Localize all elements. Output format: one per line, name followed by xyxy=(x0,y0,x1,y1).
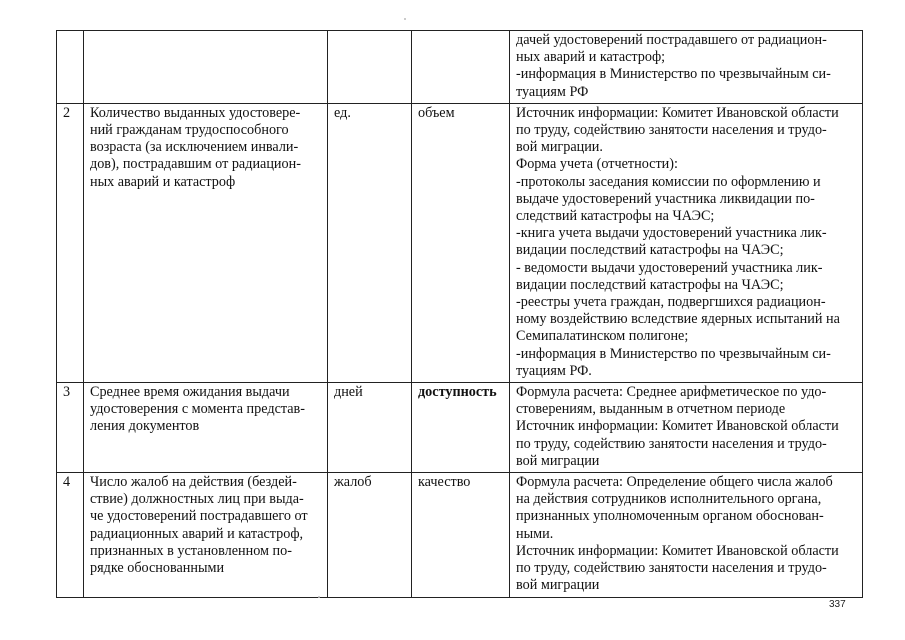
name-line: возраста (за исключением инвали- xyxy=(90,139,299,156)
name-line: ний гражданам трудоспособного xyxy=(90,122,289,139)
name-line: признанных в установленном по- xyxy=(90,542,292,559)
unit-cell: жалоб xyxy=(328,473,412,597)
indicators-table xyxy=(56,30,863,598)
name-line: ления документов xyxy=(90,418,200,435)
description-cell xyxy=(510,473,863,597)
description-line: вой миграции. xyxy=(516,139,603,156)
row-number-cell: 4 xyxy=(57,473,84,597)
table-row xyxy=(57,383,863,473)
description-line: признанных уполномоченным органом обоснован- xyxy=(516,508,824,525)
page-number: 337 xyxy=(829,599,846,610)
scan-speck xyxy=(318,596,320,598)
name-line: дов), пострадавшим от радиацион- xyxy=(90,156,301,173)
table-row xyxy=(57,103,863,382)
description-line: Формула расчета: Среднее арифметическое по удо- xyxy=(516,384,827,401)
table-row xyxy=(57,473,863,597)
description-cell xyxy=(510,31,863,104)
name-line: радиационных аварий и катастроф, xyxy=(90,525,304,542)
description-line: - ведомости выдачи удостоверений участника лик- xyxy=(516,259,823,276)
description-line: Источник информации: Комитет Ивановской области xyxy=(516,418,839,435)
description-line: ными. xyxy=(516,525,554,542)
description-line: вой миграции xyxy=(516,452,600,469)
description-line: по труду, содействию занятости населения и трудо- xyxy=(516,435,827,452)
name-line: ствие) должностных лиц при выда- xyxy=(90,491,304,508)
description-line: туациям РФ. xyxy=(516,362,592,379)
indicator-type-cell: качество xyxy=(412,473,510,597)
name-line: удостоверения с момента представ- xyxy=(90,401,305,418)
indicator-name-cell xyxy=(84,383,328,473)
description-line: ному воздействию вследствие ядерных испытаний на xyxy=(516,311,840,328)
description-line: туациям РФ xyxy=(516,83,589,100)
description-line: Форма учета (отчетности): xyxy=(516,156,678,173)
unit-cell: ед. xyxy=(328,103,412,382)
description-line: выдаче удостоверений участника ликвидации по- xyxy=(516,190,815,207)
description-line: -информация в Министерство по чрезвычайным си- xyxy=(516,345,831,362)
row-number-cell xyxy=(57,31,84,104)
row-number-cell: 2 xyxy=(57,103,84,382)
scan-speck xyxy=(404,18,406,20)
indicator-type-cell: доступность xyxy=(412,383,510,473)
description-line: следствий катастрофы на ЧАЭС; xyxy=(516,208,715,225)
description-line: стоверениям, выданным в отчетном периоде xyxy=(516,401,786,418)
description-line: дачей удостоверений пострадавшего от радиацион- xyxy=(516,32,827,48)
indicator-type-cell xyxy=(412,31,510,104)
indicator-name-cell xyxy=(84,473,328,597)
description-line: по труду, содействию занятости населения и трудо- xyxy=(516,122,827,139)
unit-cell: дней xyxy=(328,383,412,473)
description-line: на действия сотрудников исполнительного органа, xyxy=(516,491,822,508)
indicator-name-cell xyxy=(84,31,328,104)
name-line: Число жалоб на действия (бездей- xyxy=(90,474,297,491)
description-line: ных аварий и катастроф; xyxy=(516,49,666,66)
description-cell xyxy=(510,103,863,382)
description-line: по труду, содействию занятости населения и трудо- xyxy=(516,560,827,577)
name-line: ных аварий и катастроф xyxy=(90,173,236,190)
description-line: -реестры учета граждан, подвергшихся радиацион- xyxy=(516,294,826,311)
description-line: -информация в Министерство по чрезвычайным си- xyxy=(516,66,831,83)
description-line: -протоколы заседания комиссии по оформлению и xyxy=(516,173,821,190)
description-line: Источник информации: Комитет Ивановской области xyxy=(516,104,839,121)
name-line: Количество выданных удостовере- xyxy=(90,104,301,121)
name-line: Среднее время ожидания выдачи xyxy=(90,384,290,401)
unit-cell xyxy=(328,31,412,104)
name-line: рядке обоснованными xyxy=(90,560,225,577)
row-number-cell: 3 xyxy=(57,383,84,473)
name-line: че удостоверений пострадавшего от xyxy=(90,508,308,525)
description-cell xyxy=(510,383,863,473)
description-line: Семипалатинском полигоне; xyxy=(516,328,689,345)
description-line: Источник информации: Комитет Ивановской области xyxy=(516,542,839,559)
indicator-name-cell xyxy=(84,103,328,382)
indicator-type-cell: объем xyxy=(412,103,510,382)
description-line: Формула расчета: Определение общего числа жалоб xyxy=(516,474,833,491)
description-line: видации последствий катастрофы на ЧАЭС; xyxy=(516,276,784,293)
description-line: видации последствий катастрофы на ЧАЭС; xyxy=(516,242,784,259)
description-line: -книга учета выдачи удостоверений участника лик- xyxy=(516,225,827,242)
table-row xyxy=(57,31,863,104)
description-line: вой миграции xyxy=(516,577,600,594)
